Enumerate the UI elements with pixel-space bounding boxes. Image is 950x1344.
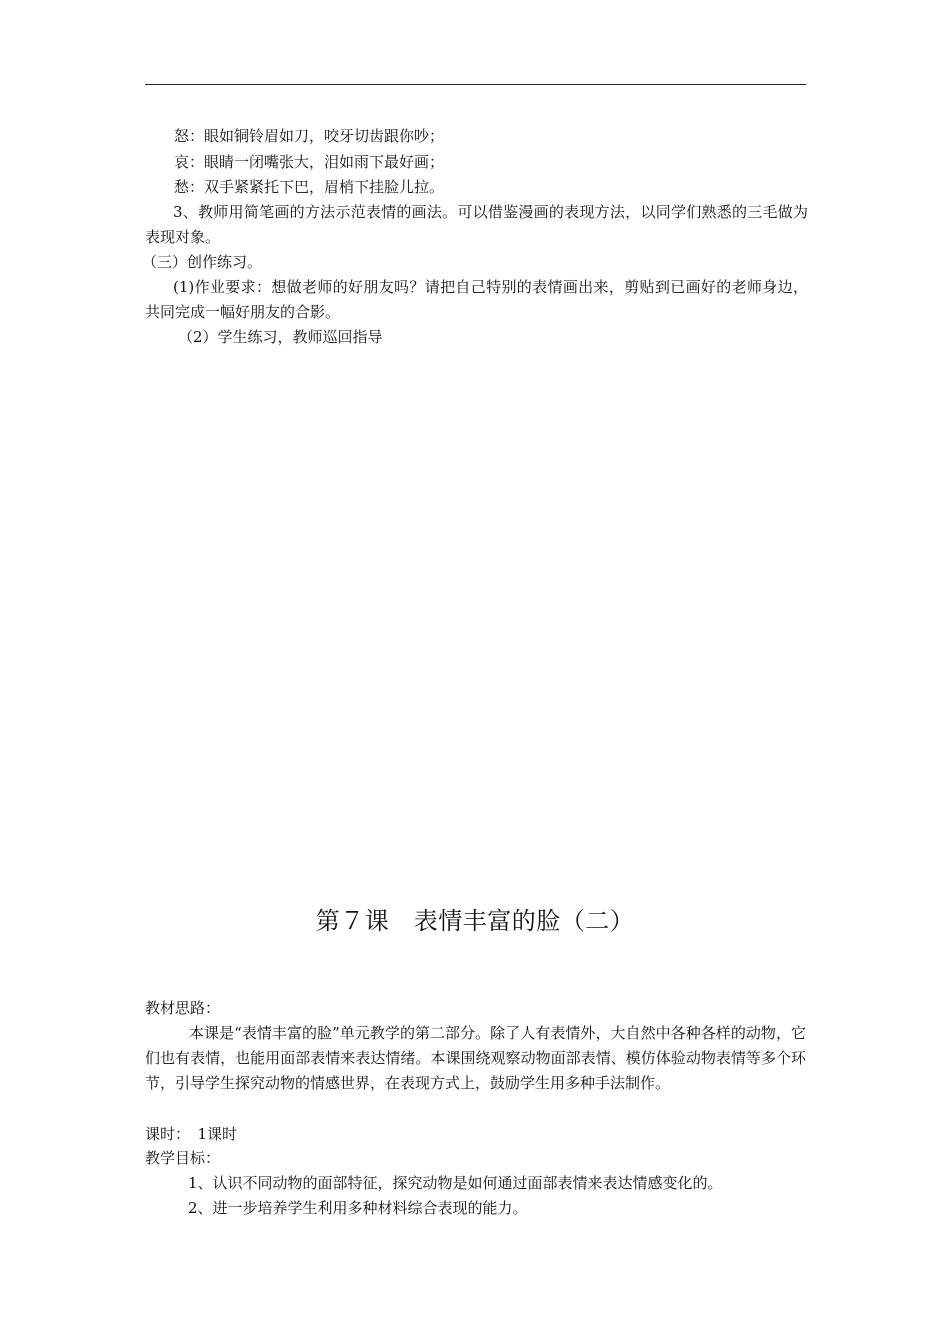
verse-worry: 愁：双手紧紧托下巴，眉梢下挂脸儿拉。 bbox=[174, 178, 445, 196]
task-practice-line: （2）学生练习，教师巡回指导 bbox=[178, 328, 383, 346]
materials-label: 教材思路： bbox=[145, 999, 221, 1017]
verse-anger: 怒：眼如铜铃眉如刀，咬牙切齿跟你吵； bbox=[174, 127, 445, 145]
header-rule bbox=[145, 84, 806, 85]
step-3-paragraph: 3、教师用简笔画的方法示范表情的画法。可以借鉴漫画的表现方法，以同学们熟悉的三毛做为表现对象。 bbox=[145, 203, 808, 246]
section-heading-practice: （三）创作练习。 bbox=[142, 253, 263, 271]
lesson-title: 第７课 表情丰富的脸（二） bbox=[315, 907, 635, 935]
goals-label: 教学目标： bbox=[145, 1149, 221, 1167]
goal-item-2: 2、进一步培养学生利用多种材料综合表现的能力。 bbox=[188, 1199, 528, 1217]
class-hours: 课时： 1课时 bbox=[145, 1125, 238, 1143]
verse-sad: 哀：眼睛一闭嘴张大，泪如雨下最好画； bbox=[174, 153, 445, 171]
goal-item-1: 1、认识不同动物的面部特征，探究动物是如何通过面部表情来表达情感变化的。 bbox=[188, 1174, 723, 1192]
materials-paragraph: 本课是“表情丰富的脸”单元教学的第二部分。除了人有表情外，大自然中各种各样的动物，它们也有表情，也能用面部表情来表达情绪。本课围绕观察动物面部表情、模仿体验动物表情等多个环节，引导学生探究动物的情感世界，在表现方式上，鼓励学生用多种手法制作。 bbox=[145, 1024, 806, 1092]
task-requirement-paragraph: (1)作业要求：想做老师的好朋友吗？请把自己特别的表情画出来，剪贴到已画好的老师身边，共同完成一幅好朋友的合影。 bbox=[145, 278, 808, 321]
